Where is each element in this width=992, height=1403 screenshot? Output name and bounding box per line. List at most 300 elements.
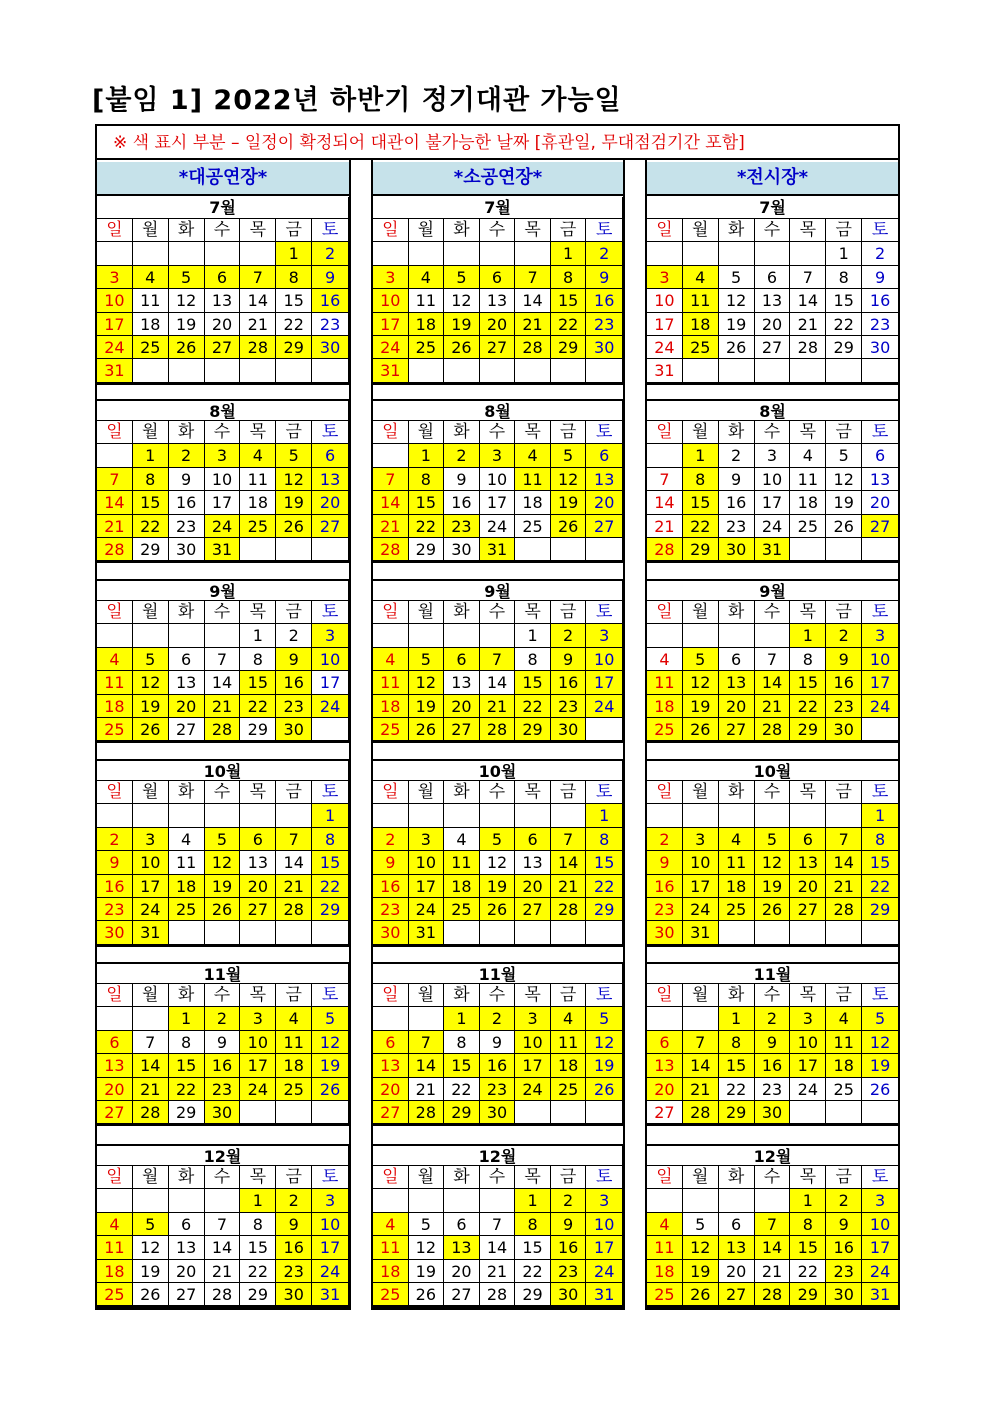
day-cell: 24 bbox=[586, 695, 622, 718]
empty-cell bbox=[719, 1189, 755, 1212]
month-calendar bbox=[97, 197, 350, 385]
weekday-header: 금 bbox=[551, 781, 587, 804]
day-cell: 26 bbox=[312, 1078, 348, 1101]
day-cell: 13 bbox=[373, 1054, 409, 1077]
weekday-header: 일 bbox=[373, 1166, 409, 1189]
weekday-header: 일 bbox=[373, 421, 409, 444]
month-calendar bbox=[97, 962, 350, 1126]
day-cell: 2 bbox=[755, 1007, 791, 1030]
month-title: 11월 bbox=[373, 962, 622, 984]
empty-cell bbox=[373, 1189, 409, 1212]
empty-cell bbox=[240, 1101, 276, 1124]
weekday-header: 목 bbox=[790, 421, 826, 444]
weekday-header: 수 bbox=[205, 1166, 241, 1189]
day-cell: 28 bbox=[480, 1283, 516, 1306]
day-cell: 18 bbox=[409, 313, 445, 336]
weekday-header: 월 bbox=[409, 1166, 445, 1189]
day-cell: 2 bbox=[169, 444, 205, 467]
empty-cell bbox=[312, 718, 348, 741]
day-cell: 16 bbox=[276, 671, 312, 694]
weekday-header: 일 bbox=[97, 781, 133, 804]
empty-cell bbox=[755, 804, 791, 827]
day-cell: 9 bbox=[373, 851, 409, 874]
weekday-header: 일 bbox=[97, 984, 133, 1007]
day-cell: 7 bbox=[409, 1031, 445, 1054]
day-cell: 12 bbox=[133, 671, 169, 694]
weekday-header: 금 bbox=[551, 601, 587, 624]
empty-cell bbox=[515, 804, 551, 827]
month-title: 10월 bbox=[373, 759, 622, 781]
day-cell: 24 bbox=[312, 695, 348, 718]
day-cell: 25 bbox=[97, 1283, 133, 1306]
day-cell: 14 bbox=[276, 851, 312, 874]
day-cell: 1 bbox=[444, 1007, 480, 1030]
day-cell: 28 bbox=[551, 898, 587, 921]
day-cell: 1 bbox=[312, 804, 348, 827]
day-cell: 9 bbox=[719, 468, 755, 491]
empty-cell bbox=[169, 242, 205, 265]
day-cell: 8 bbox=[515, 648, 551, 671]
day-cell: 11 bbox=[551, 1031, 587, 1054]
day-cell: 8 bbox=[683, 468, 719, 491]
day-cell: 1 bbox=[719, 1007, 755, 1030]
day-cell: 19 bbox=[480, 875, 516, 898]
month-title: 9월 bbox=[373, 579, 622, 601]
day-cell: 10 bbox=[755, 468, 791, 491]
day-cell: 14 bbox=[373, 491, 409, 514]
day-cell: 25 bbox=[444, 898, 480, 921]
day-cell: 25 bbox=[647, 1283, 683, 1306]
month-calendar bbox=[97, 399, 350, 563]
day-cell: 1 bbox=[515, 624, 551, 647]
day-cell: 17 bbox=[683, 875, 719, 898]
day-cell: 28 bbox=[205, 718, 241, 741]
day-cell: 2 bbox=[551, 1189, 587, 1212]
day-cell: 19 bbox=[719, 313, 755, 336]
month-calendar bbox=[645, 759, 898, 947]
day-cell: 7 bbox=[373, 468, 409, 491]
day-cell: 4 bbox=[97, 1213, 133, 1236]
month-title: 8월 bbox=[373, 399, 622, 421]
weekday-header: 일 bbox=[373, 219, 409, 242]
day-cell: 26 bbox=[480, 898, 516, 921]
day-cell: 5 bbox=[551, 444, 587, 467]
month-title: 7월 bbox=[97, 197, 348, 219]
day-cell: 3 bbox=[647, 266, 683, 289]
empty-cell bbox=[276, 359, 312, 382]
weekday-header: 화 bbox=[169, 984, 205, 1007]
weekday-header: 수 bbox=[755, 219, 791, 242]
day-cell: 18 bbox=[444, 875, 480, 898]
empty-cell bbox=[97, 444, 133, 467]
weekday-header: 토 bbox=[586, 984, 622, 1007]
weekday-header: 월 bbox=[683, 601, 719, 624]
day-cell: 26 bbox=[586, 1078, 622, 1101]
empty-cell bbox=[169, 624, 205, 647]
empty-cell bbox=[169, 1189, 205, 1212]
empty-cell bbox=[719, 242, 755, 265]
empty-cell bbox=[586, 921, 622, 944]
day-cell: 25 bbox=[133, 336, 169, 359]
month-calendar bbox=[371, 197, 624, 385]
day-cell: 2 bbox=[276, 624, 312, 647]
day-cell: 31 bbox=[586, 1283, 622, 1306]
day-cell: 15 bbox=[409, 491, 445, 514]
weekday-header: 토 bbox=[312, 601, 348, 624]
empty-cell bbox=[97, 1189, 133, 1212]
weekday-header: 금 bbox=[276, 421, 312, 444]
day-cell: 17 bbox=[133, 875, 169, 898]
weekday-header: 일 bbox=[373, 781, 409, 804]
empty-cell bbox=[409, 1189, 445, 1212]
day-cell: 14 bbox=[647, 491, 683, 514]
day-cell: 16 bbox=[647, 875, 683, 898]
day-cell: 16 bbox=[480, 1054, 516, 1077]
day-cell: 6 bbox=[205, 266, 241, 289]
weekday-header: 일 bbox=[97, 1166, 133, 1189]
day-cell: 27 bbox=[240, 898, 276, 921]
day-cell: 18 bbox=[647, 695, 683, 718]
day-cell: 30 bbox=[276, 718, 312, 741]
day-cell: 26 bbox=[683, 718, 719, 741]
day-cell: 19 bbox=[444, 313, 480, 336]
day-cell: 12 bbox=[312, 1031, 348, 1054]
day-cell: 15 bbox=[312, 851, 348, 874]
day-cell: 25 bbox=[826, 1078, 862, 1101]
day-cell: 22 bbox=[719, 1078, 755, 1101]
day-cell: 7 bbox=[755, 648, 791, 671]
empty-cell bbox=[97, 242, 133, 265]
weekday-header: 금 bbox=[551, 984, 587, 1007]
day-cell: 23 bbox=[586, 313, 622, 336]
day-cell: 14 bbox=[755, 671, 791, 694]
weekday-header: 월 bbox=[409, 984, 445, 1007]
day-cell: 4 bbox=[719, 828, 755, 851]
day-cell: 20 bbox=[240, 875, 276, 898]
empty-cell bbox=[373, 624, 409, 647]
weekday-header: 일 bbox=[647, 781, 683, 804]
month-calendar bbox=[645, 399, 898, 563]
empty-cell bbox=[647, 242, 683, 265]
day-cell: 29 bbox=[719, 1101, 755, 1124]
weekday-header: 월 bbox=[683, 1166, 719, 1189]
day-cell: 21 bbox=[480, 695, 516, 718]
day-cell: 3 bbox=[480, 444, 516, 467]
day-cell: 29 bbox=[826, 336, 862, 359]
empty-cell bbox=[647, 1189, 683, 1212]
day-cell: 13 bbox=[444, 1236, 480, 1259]
day-cell: 12 bbox=[409, 671, 445, 694]
day-cell: 11 bbox=[790, 468, 826, 491]
day-cell: 13 bbox=[205, 289, 241, 312]
day-cell: 13 bbox=[444, 671, 480, 694]
empty-cell bbox=[276, 804, 312, 827]
day-cell: 1 bbox=[586, 804, 622, 827]
day-cell: 3 bbox=[205, 444, 241, 467]
day-cell: 29 bbox=[551, 336, 587, 359]
column-separator bbox=[349, 160, 373, 1310]
day-cell: 22 bbox=[276, 313, 312, 336]
weekday-header: 목 bbox=[515, 601, 551, 624]
month-title: 12월 bbox=[97, 1144, 348, 1166]
day-cell: 13 bbox=[647, 1054, 683, 1077]
weekday-header: 화 bbox=[444, 781, 480, 804]
day-cell: 13 bbox=[97, 1054, 133, 1077]
weekday-header: 일 bbox=[647, 421, 683, 444]
weekday-header: 수 bbox=[205, 984, 241, 1007]
empty-cell bbox=[862, 921, 898, 944]
day-cell: 2 bbox=[586, 242, 622, 265]
day-cell: 11 bbox=[169, 851, 205, 874]
day-cell: 5 bbox=[169, 266, 205, 289]
day-cell: 25 bbox=[169, 898, 205, 921]
day-cell: 9 bbox=[97, 851, 133, 874]
day-cell: 30 bbox=[862, 336, 898, 359]
day-cell: 17 bbox=[205, 491, 241, 514]
day-cell: 17 bbox=[409, 875, 445, 898]
day-cell: 24 bbox=[409, 898, 445, 921]
day-cell: 15 bbox=[790, 671, 826, 694]
empty-cell bbox=[409, 804, 445, 827]
day-cell: 2 bbox=[647, 828, 683, 851]
day-cell: 5 bbox=[205, 828, 241, 851]
weekday-header: 목 bbox=[240, 1166, 276, 1189]
day-cell: 29 bbox=[515, 1283, 551, 1306]
weekday-header: 토 bbox=[312, 219, 348, 242]
day-cell: 2 bbox=[826, 1189, 862, 1212]
day-cell: 30 bbox=[826, 1283, 862, 1306]
day-cell: 14 bbox=[755, 1236, 791, 1259]
day-cell: 2 bbox=[373, 828, 409, 851]
month-title: 8월 bbox=[647, 399, 898, 421]
day-cell: 10 bbox=[862, 648, 898, 671]
month-title: 7월 bbox=[373, 197, 622, 219]
empty-cell bbox=[826, 538, 862, 561]
empty-cell bbox=[312, 538, 348, 561]
day-cell: 10 bbox=[647, 289, 683, 312]
day-cell: 13 bbox=[169, 671, 205, 694]
day-cell: 15 bbox=[515, 1236, 551, 1259]
empty-cell bbox=[790, 921, 826, 944]
day-cell: 20 bbox=[862, 491, 898, 514]
day-cell: 26 bbox=[133, 718, 169, 741]
day-cell: 16 bbox=[97, 875, 133, 898]
day-cell: 14 bbox=[683, 1054, 719, 1077]
month-calendar bbox=[97, 759, 350, 947]
empty-cell bbox=[515, 242, 551, 265]
weekday-header: 수 bbox=[480, 219, 516, 242]
day-cell: 1 bbox=[133, 444, 169, 467]
day-cell: 2 bbox=[205, 1007, 241, 1030]
day-cell: 21 bbox=[373, 515, 409, 538]
day-cell: 8 bbox=[826, 266, 862, 289]
day-cell: 12 bbox=[755, 851, 791, 874]
empty-cell bbox=[480, 242, 516, 265]
empty-cell bbox=[169, 359, 205, 382]
weekday-header: 일 bbox=[97, 601, 133, 624]
day-cell: 6 bbox=[586, 444, 622, 467]
day-cell: 21 bbox=[755, 695, 791, 718]
weekday-header: 화 bbox=[719, 984, 755, 1007]
weekday-header: 월 bbox=[409, 601, 445, 624]
day-cell: 16 bbox=[276, 1236, 312, 1259]
day-cell: 4 bbox=[647, 1213, 683, 1236]
day-cell: 6 bbox=[444, 1213, 480, 1236]
empty-cell bbox=[551, 1101, 587, 1124]
month-calendar bbox=[645, 1144, 898, 1308]
day-cell: 10 bbox=[515, 1031, 551, 1054]
day-cell: 10 bbox=[862, 1213, 898, 1236]
empty-cell bbox=[205, 1189, 241, 1212]
day-cell: 12 bbox=[169, 289, 205, 312]
day-cell: 10 bbox=[373, 289, 409, 312]
day-cell: 21 bbox=[790, 313, 826, 336]
day-cell: 28 bbox=[205, 1283, 241, 1306]
day-cell: 27 bbox=[755, 336, 791, 359]
weekday-header: 토 bbox=[862, 781, 898, 804]
day-cell: 21 bbox=[683, 1078, 719, 1101]
day-cell: 30 bbox=[719, 538, 755, 561]
weekday-header: 목 bbox=[790, 601, 826, 624]
weekday-header: 목 bbox=[790, 219, 826, 242]
empty-cell bbox=[133, 804, 169, 827]
weekday-header: 수 bbox=[755, 984, 791, 1007]
day-cell: 22 bbox=[790, 695, 826, 718]
day-cell: 21 bbox=[480, 1260, 516, 1283]
day-cell: 1 bbox=[515, 1189, 551, 1212]
day-cell: 8 bbox=[790, 1213, 826, 1236]
day-cell: 11 bbox=[373, 671, 409, 694]
day-cell: 3 bbox=[862, 1189, 898, 1212]
day-cell: 10 bbox=[409, 851, 445, 874]
weekday-header: 일 bbox=[647, 1166, 683, 1189]
empty-cell bbox=[373, 242, 409, 265]
day-cell: 3 bbox=[862, 624, 898, 647]
day-cell: 11 bbox=[97, 1236, 133, 1259]
empty-cell bbox=[862, 718, 898, 741]
day-cell: 20 bbox=[444, 695, 480, 718]
day-cell: 1 bbox=[409, 444, 445, 467]
day-cell: 23 bbox=[97, 898, 133, 921]
day-cell: 1 bbox=[240, 624, 276, 647]
weekday-header: 월 bbox=[133, 984, 169, 1007]
empty-cell bbox=[205, 242, 241, 265]
day-cell: 28 bbox=[683, 1101, 719, 1124]
empty-cell bbox=[683, 242, 719, 265]
day-cell: 30 bbox=[276, 1283, 312, 1306]
month-calendar bbox=[371, 759, 624, 947]
day-cell: 17 bbox=[312, 671, 348, 694]
day-cell: 31 bbox=[755, 538, 791, 561]
day-cell: 24 bbox=[755, 515, 791, 538]
day-cell: 24 bbox=[480, 515, 516, 538]
empty-cell bbox=[312, 359, 348, 382]
day-cell: 5 bbox=[276, 444, 312, 467]
day-cell: 6 bbox=[373, 1031, 409, 1054]
day-cell: 17 bbox=[862, 1236, 898, 1259]
day-cell: 8 bbox=[409, 468, 445, 491]
day-cell: 9 bbox=[826, 1213, 862, 1236]
day-cell: 11 bbox=[373, 1236, 409, 1259]
day-cell: 1 bbox=[826, 242, 862, 265]
empty-cell bbox=[683, 804, 719, 827]
weekday-header: 수 bbox=[205, 421, 241, 444]
day-cell: 14 bbox=[551, 851, 587, 874]
weekday-header: 토 bbox=[586, 219, 622, 242]
empty-cell bbox=[719, 921, 755, 944]
empty-cell bbox=[276, 921, 312, 944]
weekday-header: 화 bbox=[719, 781, 755, 804]
empty-cell bbox=[240, 242, 276, 265]
month-title: 8월 bbox=[97, 399, 348, 421]
day-cell: 12 bbox=[683, 1236, 719, 1259]
empty-cell bbox=[790, 359, 826, 382]
day-cell: 30 bbox=[97, 921, 133, 944]
day-cell: 30 bbox=[826, 718, 862, 741]
day-cell: 17 bbox=[647, 313, 683, 336]
month-title: 9월 bbox=[97, 579, 348, 601]
day-cell: 29 bbox=[862, 898, 898, 921]
weekday-header: 토 bbox=[312, 1166, 348, 1189]
day-cell: 29 bbox=[409, 538, 445, 561]
day-cell: 31 bbox=[683, 921, 719, 944]
day-cell: 20 bbox=[647, 1078, 683, 1101]
day-cell: 7 bbox=[205, 648, 241, 671]
day-cell: 21 bbox=[515, 313, 551, 336]
day-cell: 2 bbox=[826, 624, 862, 647]
weekday-header: 월 bbox=[133, 421, 169, 444]
day-cell: 23 bbox=[719, 515, 755, 538]
weekday-header: 금 bbox=[826, 219, 862, 242]
day-cell: 28 bbox=[97, 538, 133, 561]
day-cell: 9 bbox=[586, 266, 622, 289]
day-cell: 2 bbox=[276, 1189, 312, 1212]
day-cell: 5 bbox=[312, 1007, 348, 1030]
day-cell: 8 bbox=[790, 648, 826, 671]
day-cell: 6 bbox=[169, 1213, 205, 1236]
empty-cell bbox=[790, 804, 826, 827]
day-cell: 5 bbox=[409, 648, 445, 671]
day-cell: 17 bbox=[862, 671, 898, 694]
day-cell: 24 bbox=[862, 695, 898, 718]
month-calendar bbox=[371, 962, 624, 1126]
weekday-header: 금 bbox=[276, 781, 312, 804]
day-cell: 11 bbox=[719, 851, 755, 874]
day-cell: 1 bbox=[683, 444, 719, 467]
day-cell: 21 bbox=[826, 875, 862, 898]
month-calendar bbox=[371, 1144, 624, 1308]
empty-cell bbox=[480, 359, 516, 382]
day-cell: 19 bbox=[133, 1260, 169, 1283]
day-cell: 8 bbox=[862, 828, 898, 851]
day-cell: 27 bbox=[205, 336, 241, 359]
day-cell: 14 bbox=[133, 1054, 169, 1077]
day-cell: 3 bbox=[586, 1189, 622, 1212]
day-cell: 10 bbox=[790, 1031, 826, 1054]
day-cell: 18 bbox=[515, 491, 551, 514]
empty-cell bbox=[755, 1189, 791, 1212]
day-cell: 14 bbox=[826, 851, 862, 874]
day-cell: 17 bbox=[515, 1054, 551, 1077]
day-cell: 31 bbox=[373, 359, 409, 382]
empty-cell bbox=[409, 359, 445, 382]
day-cell: 22 bbox=[444, 1078, 480, 1101]
day-cell: 19 bbox=[133, 695, 169, 718]
weekday-header: 토 bbox=[312, 781, 348, 804]
day-cell: 13 bbox=[719, 671, 755, 694]
day-cell: 18 bbox=[169, 875, 205, 898]
day-cell: 31 bbox=[647, 359, 683, 382]
